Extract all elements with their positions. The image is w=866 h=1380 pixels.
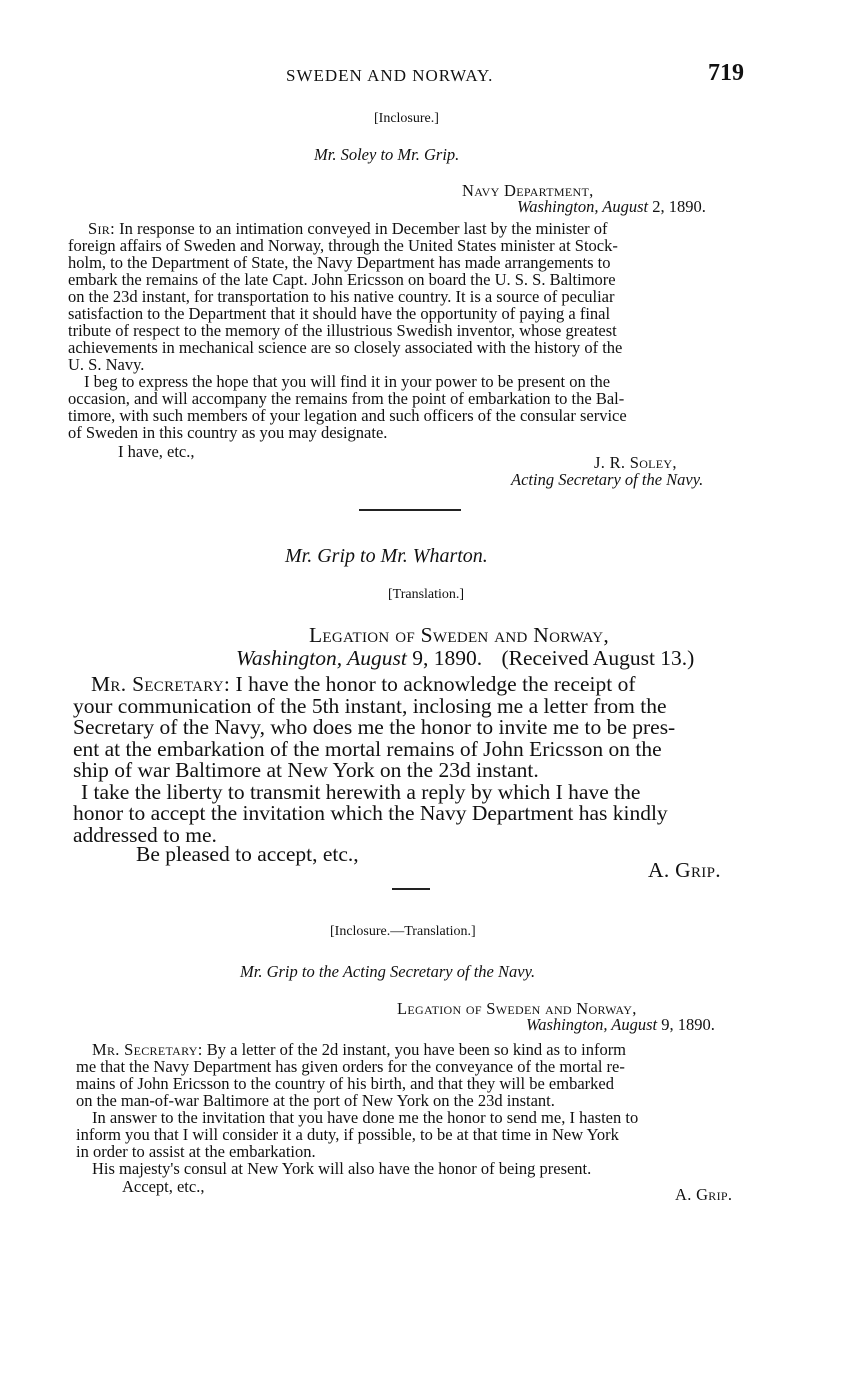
body-line: your communication of the 5th instant, inclosing me a letter from the xyxy=(73,693,667,718)
salutation: Mr. Secretary: xyxy=(91,672,231,696)
body-line: I take the liberty to transmit herewith a reply by which I have the xyxy=(81,779,641,804)
body-line: addressed to me. xyxy=(73,822,217,847)
body-line: in order to assist at the embarkation. xyxy=(76,1142,316,1161)
letter1-closing: I have, etc., xyxy=(118,442,195,461)
letter2-signature: A. Grip. xyxy=(648,858,721,882)
inclosure-translation-tag: [Inclosure.—Translation.] xyxy=(330,924,476,939)
letter3-place-date: Washington, August 9, 1890. xyxy=(526,1015,715,1034)
section-divider xyxy=(359,509,461,511)
letter1-signature-title: Acting Secretary of the Navy. xyxy=(511,470,704,489)
body-line: achievements in mechanical science are so closely associated with the history of the xyxy=(68,338,623,357)
body-line: inform you that I will consider it a duty, if possible, to be at that time in New York xyxy=(76,1125,619,1144)
salutation: Sir: xyxy=(88,219,115,238)
body-line: Mr. Secretary: I have the honor to acknowledge the receipt of xyxy=(91,672,636,696)
letter1-signature: J. R. Soley, xyxy=(594,453,677,472)
body-line: U. S. Navy. xyxy=(68,355,145,374)
letter3-signature: A. Grip. xyxy=(675,1185,733,1204)
body-line: occasion, and will accompany the remains from the point of embarkation to the Bal- xyxy=(68,389,625,408)
page-number: 719 xyxy=(708,60,744,86)
letter1-body xyxy=(68,220,752,441)
letter3-legation: Legation of Sweden and Norway, xyxy=(397,999,637,1018)
letter3-closing: Accept, etc., xyxy=(122,1177,205,1196)
body-line: Mr. Secretary: By a letter of the 2d instant, you have been so kind as to inform xyxy=(92,1040,627,1059)
body-line: satisfaction to the Department that it should have the opportunity of paying a final xyxy=(68,304,611,323)
body-line: His majesty's consul at New York will also have the honor of being present. xyxy=(92,1159,592,1178)
letter2-legation: Legation of Sweden and Norway, xyxy=(309,623,610,647)
letter2-place-date: Washington, August 9, 1890. (Received August 13.) xyxy=(236,646,695,670)
letter3-heading: Mr. Grip to the Acting Secretary of the Navy. xyxy=(240,962,536,981)
letter3-body xyxy=(76,1041,760,1177)
section-divider xyxy=(392,888,430,890)
body-line: Secretary of the Navy, who does me the honor to invite me to be pres- xyxy=(73,715,676,739)
letter2-heading: Mr. Grip to Mr. Wharton. xyxy=(285,545,488,567)
body-line: on the man-of-war Baltimore at the port of New York on the 23d instant. xyxy=(76,1091,555,1110)
place-date-italic: Washington, August xyxy=(517,197,649,216)
letter2-closing: Be pleased to accept, etc., xyxy=(136,842,359,866)
body-line: Sir: In response to an intimation conveyed in December last by the minister of xyxy=(88,219,608,238)
translation-tag: [Translation.] xyxy=(388,587,465,602)
received-note: (Received August 13.) xyxy=(501,646,695,670)
body-line: ship of war Baltimore at New York on the 23d instant. xyxy=(73,758,539,782)
date-tail: 2, 1890. xyxy=(652,197,706,216)
body-line: tribute of respect to the memory of the illustrious Swedish inventor, whose greatest xyxy=(68,321,617,340)
body-line: timore, with such members of your legation and such officers of the consular service xyxy=(68,406,627,425)
letter1-department: Navy Department, xyxy=(462,181,594,200)
body-line: foreign affairs of Sweden and Norway, through the United States minister at Stock- xyxy=(68,236,618,255)
letter1-heading: Mr. Soley to Mr. Grip. xyxy=(314,145,460,164)
body-line: ent at the embarkation of the mortal remains of John Ericsson on the xyxy=(73,736,662,761)
body-line: of Sweden in this country as you may designate. xyxy=(68,423,388,442)
body-line: mains of John Ericsson to the country of his birth, and that they will be embarked xyxy=(76,1074,614,1093)
letter1-place-date xyxy=(517,198,706,215)
body-line: me that the Navy Department has given orders for the conveyance of the mortal re- xyxy=(76,1057,625,1076)
body-line: holm, to the Department of State, the Navy Department has made arrangements to xyxy=(68,253,611,272)
body-line: In answer to the invitation that you have done me the honor to send me, I hasten to xyxy=(92,1108,639,1127)
inclosure-tag: [Inclosure.] xyxy=(374,111,439,126)
body-line: embark the remains of the late Capt. John Ericsson on board the U. S. S. Baltimore xyxy=(68,270,616,289)
body-line: on the 23d instant, for transportation to his native country. It is a source of peculiar xyxy=(68,287,615,306)
letter2-body xyxy=(73,674,757,846)
salutation: Mr. Secretary: xyxy=(92,1040,203,1059)
body-line: I beg to express the hope that you will find it in your power to be present on the xyxy=(84,372,611,391)
body-line: honor to accept the invitation which the Navy Department has kindly xyxy=(73,801,668,825)
running-title: SWEDEN AND NORWAY. xyxy=(286,66,494,85)
